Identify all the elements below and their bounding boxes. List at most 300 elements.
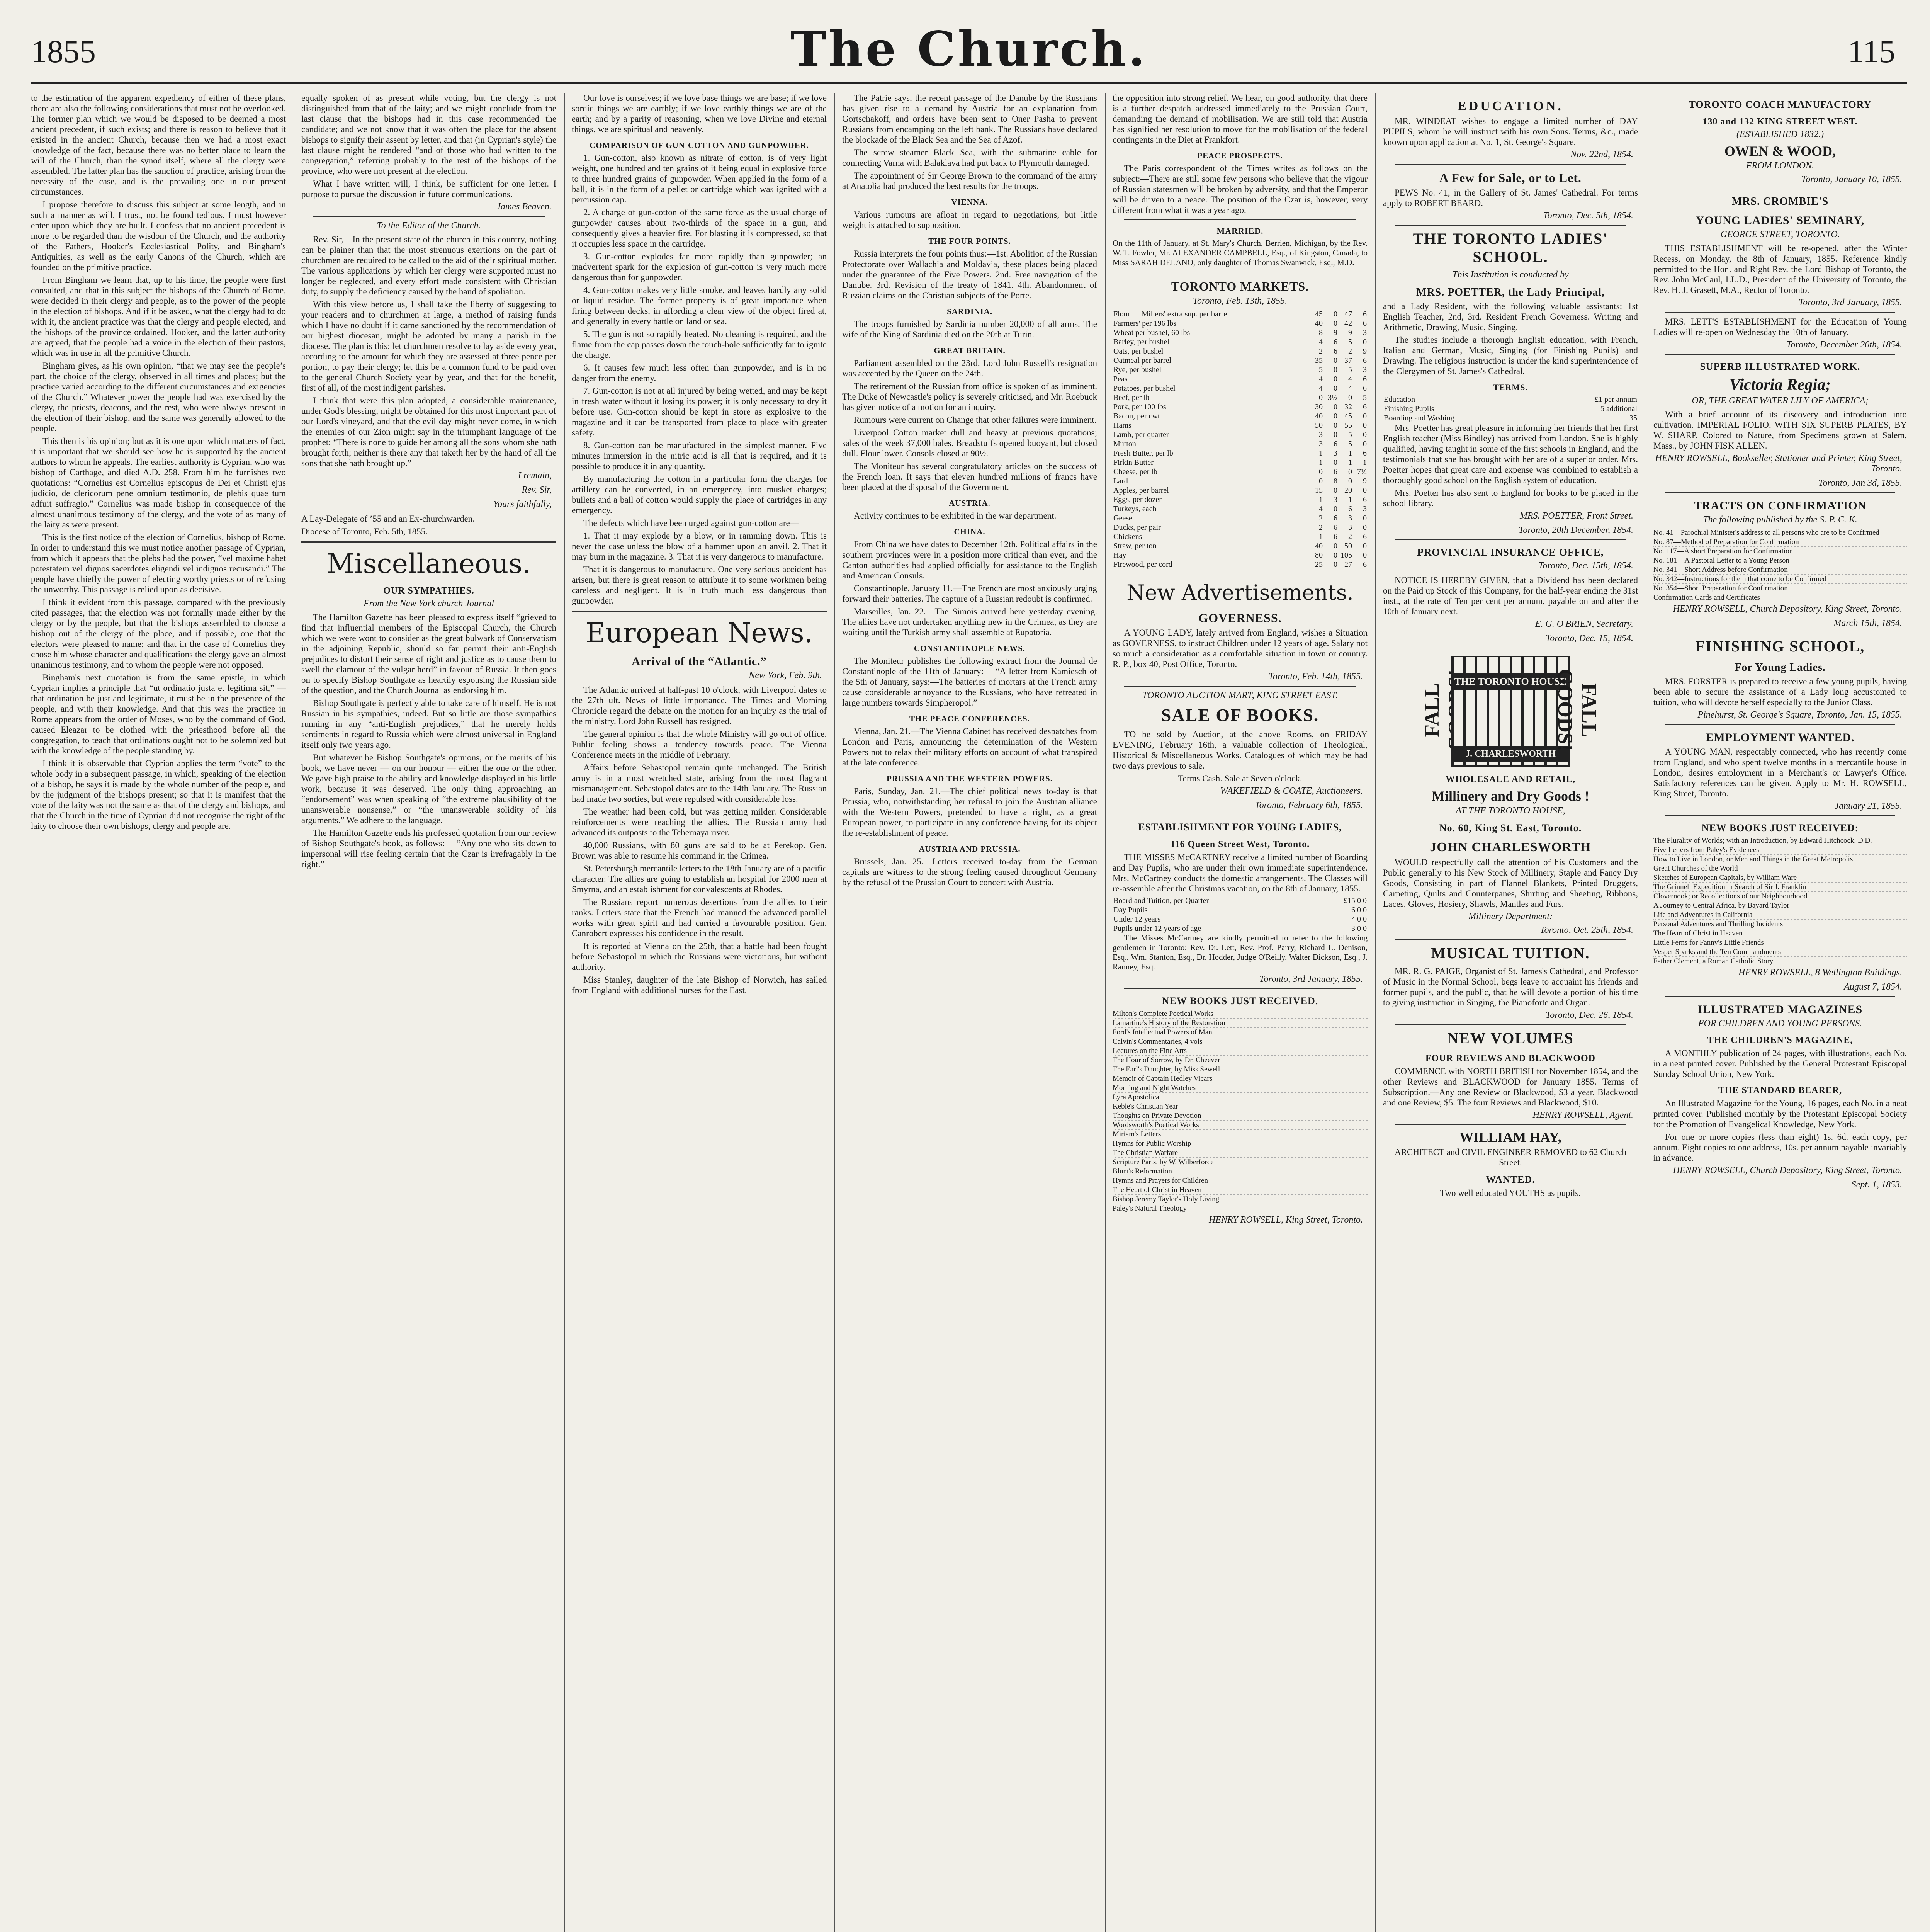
- table-row: [1113, 384, 1368, 393]
- article-paragraph: It is reported at Vienna on the 25th, that a battle had been fought before Sebastopol in which the Russians were victorious, but without authority.: [572, 941, 827, 972]
- ad-date: Toronto, Dec. 15, 1854.: [1546, 633, 1633, 643]
- ad-heading: ESTABLISHMENT FOR YOUNG LADIES,: [1138, 821, 1342, 833]
- masthead: [31, 21, 1907, 87]
- table-row: [1113, 356, 1368, 365]
- table-row: [1113, 467, 1368, 476]
- market-price: 0: [1334, 384, 1337, 393]
- list-item: Bishop Jeremy Taylor's Holy Living: [1113, 1195, 1368, 1204]
- ad-text: A YOUNG LADY, lately arrived from England, wishes a Situation as GOVERNESS, to instruct Children under 12 years of age. Salary not so much a consideration as a comfortable situation in town or country. R. P., box 40, Post Office, Toronto.: [1113, 628, 1368, 669]
- market-price: 6: [1363, 384, 1367, 393]
- ad-subheading: The following published by the S. P. C. K.: [1703, 515, 1857, 525]
- ad-text: PEWS No. 41, in the Gallery of St. James' Cathedral. For terms apply to ROBERT BEARD.: [1383, 188, 1638, 208]
- masthead-page-number: 115: [1848, 34, 1895, 70]
- terms-table: [1113, 896, 1368, 933]
- ad-address: Pinehurst, St. George's Square, Toronto, Jan. 15, 1855.: [1697, 710, 1902, 720]
- market-price: 0: [1348, 393, 1352, 402]
- market-price: 2: [1319, 514, 1323, 522]
- article-paragraph: What I have written will, I think, be sufficient for one letter. I purpose to pursue the discussion in future communications.: [301, 179, 556, 199]
- market-price: 4: [1319, 505, 1323, 513]
- list-item: The Christian Warfare: [1113, 1148, 1368, 1158]
- table-row: [1383, 413, 1638, 423]
- market-price: 3½: [1328, 393, 1337, 402]
- list-item: Miriam's Letters: [1113, 1130, 1368, 1139]
- ad-date: Toronto, December 20th, 1854.: [1786, 340, 1902, 350]
- list-item: Milton's Complete Poetical Works: [1113, 1009, 1368, 1019]
- market-price: 0: [1363, 486, 1367, 495]
- terms-value: £15 0 0: [1344, 896, 1367, 905]
- article-paragraph: 5. The gun is not so rapidly heated. No cleaning is required, and the flame from the cap passes down the touch-hole sufficiently far to ignite the charge.: [572, 329, 827, 360]
- ad-heading: NEW BOOKS JUST RECEIVED.: [1162, 995, 1318, 1007]
- magazine-title: THE CHILDREN'S MAGAZINE,: [1707, 1035, 1853, 1045]
- subheading: CHINA.: [954, 527, 985, 536]
- market-item: Geese: [1113, 514, 1132, 522]
- market-price: 1: [1348, 495, 1352, 504]
- ad-heading: FINISHING SCHOOL,: [1695, 638, 1865, 655]
- market-price: 9: [1334, 328, 1337, 337]
- ad-heading: MUSICAL TUITION.: [1431, 944, 1590, 962]
- market-price: 27: [1344, 560, 1352, 569]
- list-item: Wordsworth's Poetical Works: [1113, 1121, 1368, 1130]
- article-paragraph: Paris, Sunday, Jan. 21.—The chief political news to-day is that Prussia, who, notwithstanding her refusal to join the Austrian alliance with the Western Powers, pretended to have a right, as a great European power, to participate in any conference having for its object the re-establishment of peace.: [842, 786, 1097, 838]
- article-paragraph: The Hamilton Gazette ends his professed quotation from our review of Bishop Southgate's book, as follows:— “Any one who sits down to impersonal will rise feeling certain that the Czar is irrefragably in the right.”: [301, 828, 556, 869]
- shop-name-sign: J. CHARLESWORTH: [1451, 746, 1570, 762]
- ad-subheading: AT THE TORONTO HOUSE,: [1456, 806, 1565, 816]
- list-item: No. 117—A short Preparation for Confirmation: [1653, 547, 1907, 556]
- ad-subheading: For Young Ladies.: [1735, 662, 1826, 673]
- ad-text: With a brief account of its discovery and introduction into cultivation. IMPERIAL FOLIO, WITH SIX SUPERB PLATES, BY W. SHARP. Colored to Nature, from Specimens grown at Salem, Mass., by JOHN FISK ALLEN.: [1653, 410, 1907, 451]
- market-price: 55: [1344, 421, 1352, 430]
- section-title-new-advertisements: New Advertisements.: [1126, 580, 1354, 605]
- ad-address: 116 Queen Street West, Toronto.: [1170, 839, 1310, 849]
- article-paragraph: I think it is observable that Cyprian applies the term “vote” to the whole body in a subsequent passage, in which, speaking of the election of a bishop, he says it is made by the whole number of the people, and by the judgment of the bishops present; so that it is manifest that the vote of the laity was not the same as that of the clergy and bishops, and that the Church in the time of Cyprian did not recognise the right of the laity to choose their own bishops, clergy and people are.: [31, 759, 286, 831]
- article-paragraph: Affairs before Sebastopol remain quite unchanged. The British army is in a most wretched state, arising from the most flagrant mismanagement. Sebastopol dates are to the 14th January. The Russian had made two sorties, but were repulsed with considerable loss.: [572, 763, 827, 804]
- article-paragraph: From China we have dates to December 12th. Political affairs in the southern provinces were in a position more critical than ever, and the Canton authorities had applied officially for assistance to the English and American Consuls.: [842, 539, 1097, 580]
- subheading: THE PEACE CONFERENCES.: [909, 714, 1030, 723]
- ad-signature: HENRY ROWSELL, Church Depository, King Street, Toronto.: [1673, 1165, 1902, 1175]
- list-item: No. 181—A Pastoral Letter to a Young Person: [1653, 556, 1907, 565]
- market-item: Barley, per bushel: [1113, 338, 1169, 346]
- market-item: Beef, per lb: [1113, 393, 1150, 402]
- ad-firm: OWEN & WOOD,: [1724, 143, 1836, 159]
- column-5: [1113, 93, 1368, 1932]
- list-item: No. 87—Method of Preparation for Confirmation: [1653, 537, 1907, 547]
- market-item: Firkin Butter: [1113, 458, 1154, 467]
- divider: [1665, 724, 1895, 725]
- market-price: 0: [1334, 375, 1337, 383]
- ad-heading: PROVINCIAL INSURANCE OFFICE,: [1417, 546, 1604, 558]
- column-7: [1653, 93, 1907, 1932]
- terms-item: Pupils under 12 years of age: [1113, 924, 1201, 933]
- market-item: Ducks, per pair: [1113, 523, 1161, 532]
- table-row: [1113, 495, 1368, 504]
- market-item: Peas: [1113, 375, 1128, 383]
- ad-subheading: (ESTABLISHED 1832.): [1736, 129, 1824, 139]
- market-price: 7½: [1357, 468, 1367, 476]
- ad-title: Victoria Regia;: [1729, 376, 1831, 394]
- list-item: Five Letters from Paley's Evidences: [1653, 845, 1907, 855]
- ad-signature: WAKEFIELD & COATE, Auctioneers.: [1220, 786, 1363, 796]
- table-row: [1113, 541, 1368, 551]
- list-item: No. 41—Parochial Minister's address to all persons who are to be Confirmed: [1653, 528, 1907, 537]
- market-item: Pork, per 100 lbs: [1113, 403, 1166, 411]
- market-item: Firewood, per cord: [1113, 560, 1172, 569]
- market-price: 105: [1340, 551, 1352, 560]
- ad-signature: HENRY ROWSELL, Bookseller, Stationer and Printer, King Street, Toronto.: [1655, 453, 1902, 474]
- ad-date: Toronto, Jan 3d, 1855.: [1818, 478, 1902, 488]
- ad-address: GEORGE STREET, TORONTO.: [1720, 230, 1840, 240]
- terms-value: 35: [1629, 414, 1637, 422]
- ad-signature: HENRY ROWSELL, Agent.: [1532, 1110, 1633, 1120]
- markets-heading: TORONTO MARKETS.: [1171, 279, 1309, 293]
- ad-text: MRS. LETT'S ESTABLISHMENT for the Education of Young Ladies will re-open on Wednesday the 10th of January.: [1653, 317, 1907, 337]
- divider: [1395, 1024, 1626, 1025]
- article-heading: COMPARISON OF GUN-COTTON AND GUNPOWDER.: [590, 141, 809, 150]
- table-row: [1113, 374, 1368, 384]
- market-price: 3: [1319, 440, 1323, 448]
- table-row: [1113, 449, 1368, 458]
- ad-text: MRS. FORSTER is prepared to receive a few young pupils, having been able to secure the assistance of a Lady long accustomed to tuition, who will devote herself especially to the Junior Class.: [1653, 677, 1907, 707]
- masthead-year: 1855: [31, 34, 96, 70]
- ad-date: Nov. 22nd, 1854.: [1570, 150, 1633, 160]
- list-item: How to Live in London, or Men and Things in the Great Metropolis: [1653, 855, 1907, 864]
- divider: [1665, 996, 1895, 997]
- ad-text: Mrs. Poetter has great pleasure in informing her friends that her first English teacher (Miss Bindley) has arrived from London. She is highly qualified, having taught in some of the first schools in England, and the testimonials that she has brought with her are of a superior order. Mrs. Poetter hopes that great care and expense was combined to establish a thoroughly good school on the English system of education.: [1383, 423, 1638, 485]
- column-6: [1383, 93, 1638, 1932]
- terms-item: Day Pupils: [1113, 906, 1148, 914]
- divider: [1395, 225, 1626, 226]
- market-item: Straw, per ton: [1113, 542, 1157, 550]
- market-price: 2: [1348, 532, 1352, 541]
- article-paragraph: The Patrie says, the recent passage of the Danube by the Russians has given rise to a demand by Austria for an explanation from Gortschakoff, and orders have been sent to Oner Pasha to prevent Russians from encamping on the left bank. The Russians have declared the blockade of the Black Sea and the Sea of Azof.: [842, 93, 1097, 145]
- market-price: 3: [1348, 514, 1352, 522]
- table-row: [1113, 319, 1368, 328]
- letter-author: A Lay-Delegate of ’55 and an Ex-churchwarden.: [301, 514, 475, 524]
- article-paragraph: Miss Stanley, daughter of the late Bishop of Norwich, has sailed from England with additional nurses for the East.: [572, 975, 827, 995]
- subheading: CONSTANTINOPLE NEWS.: [914, 644, 1025, 653]
- ad-text: An Illustrated Magazine for the Young, 16 pages, each No. in a neat printed cover. Published monthly by the Protestant Episcopal Society for the Promotion of Evangelical Knowledge, New York.: [1653, 1099, 1907, 1129]
- market-price: 9: [1363, 477, 1367, 485]
- ad-text: A MONTHLY publication of 24 pages, with illustrations, each No. in a neat printed cover. Published by the General Protestant Episcopal Sunday School Union, New York.: [1653, 1048, 1907, 1079]
- market-price: 45: [1344, 412, 1352, 420]
- list-item: Lamartine's History of the Restoration: [1113, 1019, 1368, 1028]
- article-paragraph: That it is dangerous to manufacture. One very serious accident has arisen, but there is great reason to attribute it to some workmen being careless and negligent. It is in truth much less dangerous than gunpowder.: [572, 565, 827, 605]
- ad-text: TO be sold by Auction, at the above Rooms, on FRIDAY EVENING, February 16th, a valuable collection of Theological, Historical & Miscellaneous Works. Catalogues of which may be had two days previous to sale.: [1113, 730, 1368, 770]
- market-item: Mutton: [1113, 440, 1136, 448]
- market-price: 0: [1334, 560, 1337, 569]
- market-item: Chickens: [1113, 532, 1142, 541]
- table-row: [1113, 393, 1368, 402]
- table-row: [1113, 347, 1368, 356]
- market-price: 1: [1319, 495, 1323, 504]
- market-price: 9: [1363, 347, 1367, 355]
- market-price: 32: [1344, 403, 1352, 411]
- article-paragraph: Bingham gives, as his own opinion, “that we may see the people’s part, the choice of the clergy, observed in all times and places; but the practice varied according to the different circumstances and exigencies of the Church.” Whatever power the people had was exercised by the clergy, the priests, deacons, and the rest, who were always present in the election of their bishop, and the same was generally allowed to the people.: [31, 361, 286, 433]
- list-item: Paley's Natural Theology: [1113, 1204, 1368, 1213]
- table-row: [1113, 328, 1368, 337]
- terms-item: Finishing Pupils: [1384, 405, 1434, 413]
- list-item: Clovernook; or Recollections of our Neighbourhood: [1653, 892, 1907, 901]
- ad-date: Toronto, February 6th, 1855.: [1255, 800, 1363, 810]
- market-price: 6: [1334, 468, 1337, 476]
- ad-date: August 7, 1854.: [1844, 982, 1902, 992]
- ad-date: Toronto, 20th December, 1854.: [1519, 525, 1633, 535]
- list-item: No. 354—Short Preparation for Confirmation: [1653, 584, 1907, 593]
- ad-subheading: FROM LONDON.: [1746, 161, 1814, 171]
- ad-date: Toronto, Dec. 15th, 1854.: [1538, 561, 1633, 571]
- market-price: 3: [1334, 449, 1337, 457]
- book-list: [1653, 836, 1907, 966]
- market-price: 8: [1319, 328, 1323, 337]
- market-price: 0: [1319, 468, 1323, 476]
- market-item: Hams: [1113, 421, 1131, 430]
- ad-heading: Millinery and Dry Goods !: [1431, 788, 1589, 804]
- article-paragraph: Our love is ourselves; if we love base things we are base; if we love sordid things we are earthly; if we love earthly things we are of the earth; and by a parity of reasoning, when we love Divine and eternal things, we are spiritual and heavenly.: [572, 93, 827, 134]
- divider: [1124, 219, 1356, 220]
- market-price: 0: [1363, 421, 1367, 430]
- market-price: 3: [1363, 328, 1367, 337]
- article-paragraph: Parliament assembled on the 23rd. Lord John Russell's resignation was accepted by the Queen on the 24th.: [842, 358, 1097, 378]
- market-price: 0: [1334, 412, 1337, 420]
- table-row: [1113, 458, 1368, 467]
- table-row: [1113, 924, 1368, 933]
- subheading: PRUSSIA AND THE WESTERN POWERS.: [887, 774, 1053, 783]
- market-item: Cheese, per lb: [1113, 468, 1157, 476]
- market-price: 0: [1363, 412, 1367, 420]
- market-price: 40: [1315, 319, 1323, 328]
- article-paragraph: 1. That it may explode by a blow, or in ramming down. This is never the case unless the blow of a hammer upon an anvil. 2. That it may burn in the magazine. 3. That it is very dangerous to manufacture.: [572, 531, 827, 561]
- list-item: The Earl's Daughter, by Miss Sewell: [1113, 1065, 1368, 1074]
- article-paragraph: Brussels, Jan. 25.—Letters received to-day from the German capitals are witness to the strong feeling caused throughout Germany by the refusal of the Prussian Court to concert with Austria.: [842, 857, 1097, 887]
- subheading: SARDINIA.: [946, 307, 993, 316]
- market-price: 6: [1334, 338, 1337, 346]
- table-row: [1383, 395, 1638, 404]
- market-price: 0: [1334, 356, 1337, 365]
- market-price: 3: [1363, 505, 1367, 513]
- market-price: 40: [1315, 542, 1323, 550]
- article-source: From the New York church Journal: [364, 599, 494, 609]
- list-item: A Journey to Central Africa, by Bayard Taylor: [1653, 901, 1907, 910]
- market-item: Oats, per bushel: [1113, 347, 1164, 355]
- ad-heading: EMPLOYMENT WANTED.: [1706, 731, 1855, 744]
- market-price: 45: [1315, 310, 1323, 318]
- terms-item: Under 12 years: [1113, 915, 1161, 923]
- market-price: 6: [1363, 356, 1367, 365]
- list-item: Life and Adventures in California: [1653, 910, 1907, 920]
- section-title-miscellaneous: Miscellaneous.: [326, 548, 531, 580]
- market-price: 5: [1319, 366, 1323, 374]
- table-row: [1383, 404, 1638, 413]
- list-item: Memoir of Captain Hedley Vicars: [1113, 1074, 1368, 1083]
- article-paragraph: The troops furnished by Sardinia number 20,000 of all arms. The wife of the King of Sardinia died on the 20th at Turin.: [842, 319, 1097, 339]
- divider: [1665, 354, 1895, 355]
- divider: [1113, 272, 1368, 273]
- ad-text: THE MISSES McCARTNEY receive a limited number of Boarding and Day Pupils, who are under their own immediate superintendence. Mrs. McCartney conducts the domestic arrangements. The Classes will re-assemble after the Christmas vacation, on the 8th of January, 1855.: [1113, 852, 1368, 893]
- divider: [1124, 988, 1356, 989]
- market-item: Hay: [1113, 551, 1126, 560]
- market-price: 5: [1348, 338, 1352, 346]
- market-price: 0: [1334, 551, 1337, 560]
- ad-text: The studies include a thorough English education, with French, Italian and German, Music, Singing (for Finishing Pupils) and Drawing. The religious instruction is under the kind superintendence of the Clergymen of St. James's Cathedral.: [1383, 335, 1638, 376]
- ad-signature: MRS. POETTER, Front Street.: [1519, 511, 1633, 521]
- married-heading: MARRIED.: [1216, 226, 1264, 236]
- list-item: The Heart of Christ in Heaven: [1653, 929, 1907, 938]
- market-price: 6: [1363, 449, 1367, 457]
- market-price: 6: [1363, 495, 1367, 504]
- market-item: Potatoes, per bushel: [1113, 384, 1176, 393]
- ad-signature: HENRY ROWSELL, King Street, Toronto.: [1209, 1215, 1363, 1225]
- market-price: 3: [1348, 523, 1352, 532]
- article-paragraph: 3. Gun-cotton explodes far more rapidly than gunpowder; an inadvertent spark for the explosion of gun-cotton is very much more dangerous than for gunpowder.: [572, 252, 827, 282]
- market-price: 6: [1334, 514, 1337, 522]
- market-item: Turkeys, each: [1113, 505, 1157, 513]
- ad-proprietor: JOHN CHARLESWORTH: [1430, 840, 1591, 854]
- list-item: Blunt's Reformation: [1113, 1167, 1368, 1176]
- ad-heading: NEW BOOKS JUST RECEIVED:: [1701, 822, 1859, 833]
- ad-date: Sept. 1, 1853.: [1851, 1180, 1902, 1190]
- article-paragraph: From Bingham we learn that, up to his time, the people were first consulted, and that in this subject the bishops of the Church of Rome, were decided in their clergy and people, as to the power of the people in the election of bishops. And if it be asked, what the clergy had to do with it, the ancient practice was that the clergy and people elected, and the bishops of the province ordained. Hooker, and the latter authority are agreed, that the people had a voice in the election of their pastors, which was in use in all the primitive Church.: [31, 275, 286, 358]
- market-price: 80: [1315, 551, 1323, 560]
- table-row: [1113, 523, 1368, 532]
- market-price: 9: [1348, 328, 1352, 337]
- ad-text: A YOUNG MAN, respectably connected, who has recently come from England, and who spent twelve months in a mercantile house in London, desires employment in a Merchant's or Lawyer's Office. Satisfactory references can be given. Apply to Mr. H. ROWSELL, King Street, Toronto.: [1653, 747, 1907, 798]
- ad-subheading: FOUR REVIEWS AND BLACKWOOD: [1425, 1053, 1596, 1063]
- market-price: 0: [1334, 421, 1337, 430]
- terms-value: 6 0 0: [1351, 906, 1367, 914]
- market-price: 0: [1334, 430, 1337, 439]
- ad-date: Toronto, Dec. 26, 1854.: [1546, 1010, 1633, 1020]
- terms-item: Education: [1384, 395, 1415, 404]
- table-row: [1113, 514, 1368, 523]
- terms-value: 4 0 0: [1351, 915, 1367, 923]
- dateline: New York, Feb. 9th.: [749, 670, 822, 680]
- ad-date: Toronto, 3rd January, 1855.: [1798, 298, 1902, 308]
- market-price: 0: [1334, 310, 1337, 318]
- list-item: Thoughts on Private Devotion: [1113, 1111, 1368, 1121]
- ad-references: The Misses McCartney are kindly permitted to refer to the following gentlemen in Toronto: Rev. Dr. Lett, Rev. Prof. Parry, Richard L. Denison, Esq., Wm. Stanton, Esq., Dr. Hodder, Judge O'Reilly, Walter Dickson, Esq., J. Ranney, Esq.: [1113, 933, 1368, 971]
- divider: [1665, 815, 1895, 816]
- list-item: Lectures on the Fine Arts: [1113, 1046, 1368, 1056]
- ad-heading: ILLUSTRATED MAGAZINES: [1697, 1003, 1863, 1016]
- market-price: 15: [1315, 486, 1323, 495]
- article-paragraph: The Atlantic arrived at half-past 10 o'clock, with Liverpool dates to the 27th ult. News of little importance. The Times and Morning Chronicle regard the debate on the motion for an inquiry as the trial of the ministry. Lord John Russell has resigned.: [572, 685, 827, 726]
- column-3: [572, 93, 827, 1932]
- subheading: VIENNA.: [951, 197, 988, 207]
- market-price: 6: [1363, 310, 1367, 318]
- ad-heading: SUPERB ILLUSTRATED WORK.: [1700, 361, 1860, 372]
- market-price: 0: [1348, 468, 1352, 476]
- terms-value: £1 per annum: [1595, 395, 1637, 404]
- list-item: Vesper Sparks and the Ten Commandments: [1653, 947, 1907, 957]
- ad-subheading: This Institution is conducted by: [1452, 270, 1569, 280]
- terms-item: Board and Tuition, per Quarter: [1113, 896, 1209, 905]
- market-price: 0: [1334, 319, 1337, 328]
- list-item: Scripture Parts, by W. Wilberforce: [1113, 1158, 1368, 1167]
- ad-date: Toronto, Oct. 25th, 1854.: [1540, 925, 1633, 935]
- ad-heading: NEW VOLUMES: [1447, 1029, 1574, 1047]
- ad-date: March 15th, 1854.: [1833, 618, 1902, 628]
- column-4: [842, 93, 1097, 1932]
- article-paragraph: I think it evident from this passage, compared with the previously cited passages, that the election was not formally made either by the clergy or by the people, but that the bishops assembled to choose a bishop out of the clergy of the place, and if possible, one that the electors were pleased to name; and that in the case of Cornelius they chose him whose character and qualifications the clergy gave an almost unanimous testimony, and to whom the people were not opposed.: [31, 597, 286, 670]
- article-paragraph: I propose therefore to discuss this subject at some length, and in such a manner as will, I trust, not be found tedious. I must however enter upon which they are built. I confess that no ancient precedent is more to be regarded than the wisdom of the Church, and the authority of the Fathers, Hooker's Ecclesiastical Polity, and Bingham's Antiquities, as well as the early Canons of the Church, which are founded on the primitive practice.: [31, 200, 286, 272]
- divider: [313, 216, 545, 217]
- market-price: 5: [1348, 430, 1352, 439]
- letter-date: Diocese of Toronto, Feb. 5th, 1855.: [301, 527, 428, 536]
- article-paragraph: Liverpool Cotton market dull and heavy at previous quotations; sales of the week 37,000 bales. Breadstuffs opened buoyant, but closed dull. Flour lower. Consols closed at 90½.: [842, 428, 1097, 458]
- article-paragraph: The Moniteur has several congratulatory articles on the success of the French loan. It says that eleven hundred millions of francs have been placed at the disposal of the Government.: [842, 461, 1097, 492]
- list-item: The Heart of Christ in Heaven: [1113, 1185, 1368, 1195]
- article-paragraph: Vienna, Jan. 21.—The Vienna Cabinet has received despatches from London and Paris, announcing the determination of the Western Powers not to relax their military efforts on account of what transpired at the late conference.: [842, 726, 1097, 767]
- shopfront-illustration: [1420, 652, 1601, 768]
- market-price: 0: [1334, 458, 1337, 467]
- article-paragraph: This is the first notice of the election of Cornelius, bishop of Rome. In order to understand this we must notice another passage of Cyprian, from which it appears that the plebs had the power, “vel maxime habet potestatem vel dignos sacerdotes eligendi vel indignos recusandi.” The people have chiefly the power of electing worthy priests or of refusing the unworthy. This passage is relied upon as decisive.: [31, 532, 286, 594]
- market-item: Lamb, per quarter: [1113, 430, 1169, 439]
- market-item: Rye, per bushel: [1113, 366, 1162, 374]
- column-rule: [834, 93, 835, 1932]
- list-item: Keble's Christian Year: [1113, 1102, 1368, 1111]
- ad-text: NOTICE IS HEREBY GIVEN, that a Dividend has been declared on the Paid up Stock of this Company, for the half-year ending the 31st inst., at the rate of Ten per cent per annum, payable on and after the 10th of January next.: [1383, 575, 1638, 616]
- ad-terms-heading: TERMS.: [1493, 383, 1528, 392]
- shop-sign: THE TORONTO HOUSE: [1451, 673, 1570, 690]
- market-price: 30: [1315, 403, 1323, 411]
- table-row: [1113, 430, 1368, 439]
- ad-date: January 21, 1855.: [1835, 801, 1902, 811]
- market-price: 20: [1344, 486, 1352, 495]
- market-price: 6: [1363, 319, 1367, 328]
- article-paragraph: The Paris correspondent of the Times writes as follows on the subject:—There are still some few persons who believe that the vigour of Russian statesmen will be broken by adversity, and that the Emperor will be driven to a peace. The position of the Czar is, however, very different from what it was a year ago.: [1113, 163, 1368, 215]
- article-paragraph: to the estimation of the apparent expediency of either of these plans, there are also the following considerations that must not be overlooked. The former plan which we would be disposed to be deemed a most ancient precedent, if such exists; and there is reason to believe that it existed in the ancient Church, because then we had a most exact knowledge of the fact, because there was no better place to learn the will of the Church, than the synod itself, where all the clergy were assembled. The latter plan has the sanction of practice, arising from the necessity of the case, and is the prevailing one in our present circumstances.: [31, 93, 286, 197]
- table-row: [1113, 532, 1368, 541]
- market-price: 0: [1319, 477, 1323, 485]
- market-price: 5: [1363, 393, 1367, 402]
- table-row: [1113, 476, 1368, 486]
- article-paragraph: 40,000 Russians, with 80 guns are said to be at Perekop. Gen. Brown was able to resume his command in the Crimea.: [572, 840, 827, 861]
- list-item: Little Ferns for Fanny's Little Friends: [1653, 938, 1907, 947]
- article-paragraph: The retirement of the Russian from office is spoken of as imminent. The Duke of Newcastle's policy is severely criticised, and Mr. Roebuck has given notice of a motion for an inquiry.: [842, 381, 1097, 412]
- market-price: 6: [1334, 523, 1337, 532]
- article-heading: OUR SYMPATHIES.: [383, 586, 474, 596]
- market-price: 0: [1319, 393, 1323, 402]
- divider: [1113, 574, 1368, 575]
- market-price: 1: [1348, 449, 1352, 457]
- ad-heading: EDUCATION.: [1458, 99, 1563, 113]
- ad-subheading: FOR CHILDREN AND YOUNG PERSONS.: [1698, 1019, 1862, 1029]
- ad-heading: THE TORONTO LADIES' SCHOOL.: [1413, 230, 1608, 265]
- article-paragraph: equally spoken of as present while voting, but the clergy is not distinguished from that of the laity; and we might conclude from the last clause that the bishops had in this case recommended the candidate; and we not know that it was often the place for the absent bishops to signify their assent by letter, and that (in Cyprian's style) the last clause might be rendered “and of those who had written to the congregation,” referring probably to the rest of the bishops of the province, who were not present at the election.: [301, 93, 556, 176]
- subheading: AUSTRIA.: [949, 498, 990, 508]
- market-price: 35: [1315, 356, 1323, 365]
- market-price: 6: [1334, 440, 1337, 448]
- list-item: Ford's Intellectual Powers of Man: [1113, 1028, 1368, 1037]
- market-price: 40: [1315, 412, 1323, 420]
- column-2: [301, 93, 556, 1932]
- ad-heading: TRACTS ON CONFIRMATION: [1694, 499, 1867, 512]
- market-price: 5: [1348, 440, 1352, 448]
- ad-text: Mrs. Poetter has also sent to England for books to be placed in the school library.: [1383, 488, 1638, 508]
- article-paragraph: Various rumours are afloat in regard to negotiations, but little weight is attached to supposition.: [842, 210, 1097, 230]
- table-row: [1113, 551, 1368, 560]
- article-paragraph: The screw steamer Black Sea, with the submarine cable for connecting Varna with Balaklava had put back to Plymouth damaged.: [842, 148, 1097, 168]
- market-price: 0: [1363, 551, 1367, 560]
- market-price: 0: [1363, 514, 1367, 522]
- article-paragraph: Rev. Sir,—In the present state of the church in this country, nothing can be plainer than that the most strenuous exertions on the part of churchmen are required to be called to the aid of their spiritual mother. The various applications by which her clergy were supported must no longer be neglected, and every effort made consistent with Christian duty, to supply the deficiency caused by the hand of spoliation.: [301, 235, 556, 296]
- market-price: 4: [1319, 384, 1323, 393]
- market-price: 0: [1334, 505, 1337, 513]
- market-price: 0: [1363, 542, 1367, 550]
- market-price: 6: [1363, 375, 1367, 383]
- letter-signature: James Beaven.: [496, 202, 552, 212]
- table-row: [1113, 402, 1368, 412]
- table-row: [1113, 439, 1368, 449]
